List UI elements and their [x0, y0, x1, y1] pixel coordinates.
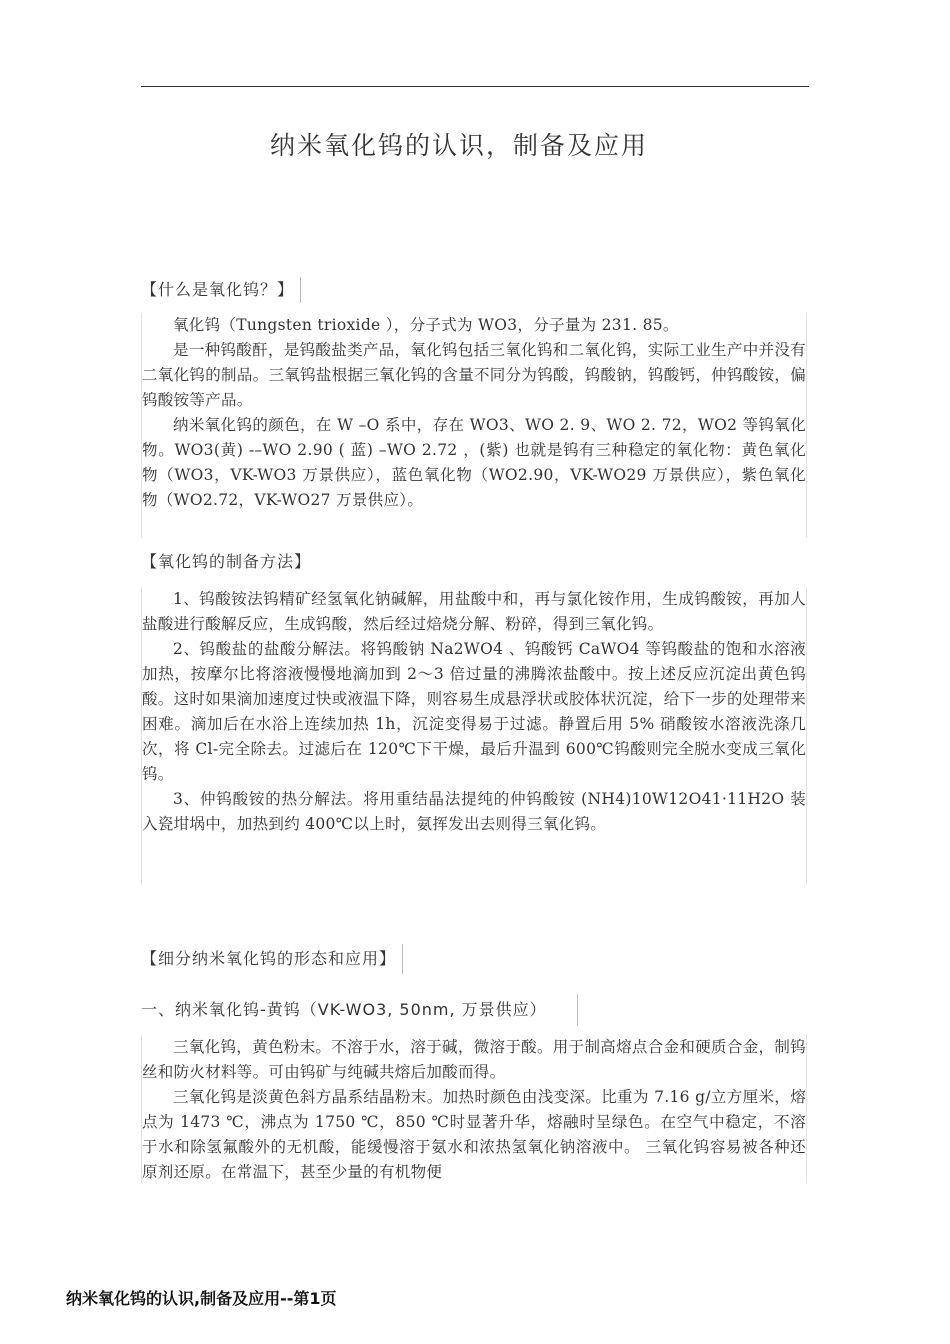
paragraph: 3、仲钨酸铵的热分解法。将用重结晶法提纯的仲钨酸铵 (NH4)10W12O41·11H2O 装入瓷坩埚中，加热到约 400℃以上时，氨挥发出去则得三氧化钨。: [142, 790, 806, 833]
paragraph: 是一种钨酸酐，是钨酸盐类产品，氧化钨包括三氧化钨和二氧化钨，实际工业生产中并没有二氧化钨的制品。三氧钨盐根据三氧化钨的含量不同分为钨酸，钨酸钠，钨酸钙，仲钨酸铵，偏钨酸铵等产品。: [142, 341, 806, 409]
paragraph: 氧化钨（Tungsten trioxide ），分子式为 WO3，分子量为 231. 85。: [173, 316, 679, 334]
paragraph: 1、钨酸铵法钨精矿经氢氧化钠碱解，用盐酸中和，再与氯化铵作用，生成钨酸铵，再加人盐酸进行酸解反应，生成钨酸，然后经过焙烧分解、粉碎，得到三氧化钨。: [142, 590, 806, 633]
section-body-preparation: [141, 587, 807, 885]
paragraph: 2、钨酸盐的盐酸分解法。将钨酸钠 Na2WO4 、钨酸钙 CaWO4 等钨酸盐的饱和水溶液加热，按摩尔比将溶液慢慢地滴加到 2～3 倍过量的沸腾浓盐酸中。按上述反应沉淀出黄色钨酸。这时如果滴加速度过快或液温下降，则容易生成悬浮状或胶体状沉淀，给下一步的处理带来困难。滴加后在水浴上连续加热 1h，沉淀变得易于过滤。静置后用 5% 硝酸铵水溶液洗涤几次，将 Cl-完全除去。过滤后在 120℃下干燥，最后升温到 600℃钨酸则完全脱水变成三氧化钨。: [142, 640, 806, 783]
section-heading-preparation: 【氧化钨的制备方法】: [141, 552, 312, 571]
page-footer: 纳米氧化钨的认识,制备及应用--第1页: [66, 1289, 337, 1308]
section-heading-morphology: 【细分纳米氧化钨的形态和应用】: [141, 944, 403, 974]
paragraph: 三氧化钨，黄色粉末。不溶于水，溶于碱，微溶于酸。用于制高熔点合金和硬质合金，制钨丝和防火材料等。可由钨矿与纯碱共熔后加酸而得。: [142, 1038, 806, 1081]
section-body-morphology: [141, 1035, 807, 1183]
subheading-yellow-tungsten: 一、纳米氧化钨-黄钨（VK-WO3, 50nm, 万景供应）: [141, 994, 578, 1026]
section-heading-what-is: 【什么是氧化钨？】: [141, 277, 301, 303]
top-rule: [141, 86, 809, 87]
paragraph: 三氧化钨是淡黄色斜方晶系结晶粉末。加热时颜色由浅变深。比重为 7.16 g/立方厘米，熔点为 1473 ℃，沸点为 1750 ℃，850 ℃时显著升华，熔融时呈绿色。在空气中稳定，不溶于水和除氢氟酸外的无机酸，能缓慢溶于氨水和浓热氢氧化钠溶液中。 三氧化钨容易被各种还原剂还原。在常温下，甚至少量的有机物便: [142, 1088, 806, 1181]
document-title: 纳米氧化钨的认识，制备及应用: [269, 131, 648, 160]
section-body-what-is: [141, 313, 807, 538]
paragraph: 纳米氧化钨的颜色，在 W –O 系中，存在 WO3、WO 2. 9、WO 2. 72，WO2 等钨氧化物。WO3(黄) -–WO 2.90 ( 蓝) –WO 2.72 ，(紫) 也就是钨有三种稳定的氧化物：黄色氧化物（WO3，VK-WO3 万景供应），蓝色氧化物（WO2.90，VK-WO29 万景供应），紫色氧化物（WO2.72，VK-WO27 万景供应）。: [142, 416, 806, 509]
